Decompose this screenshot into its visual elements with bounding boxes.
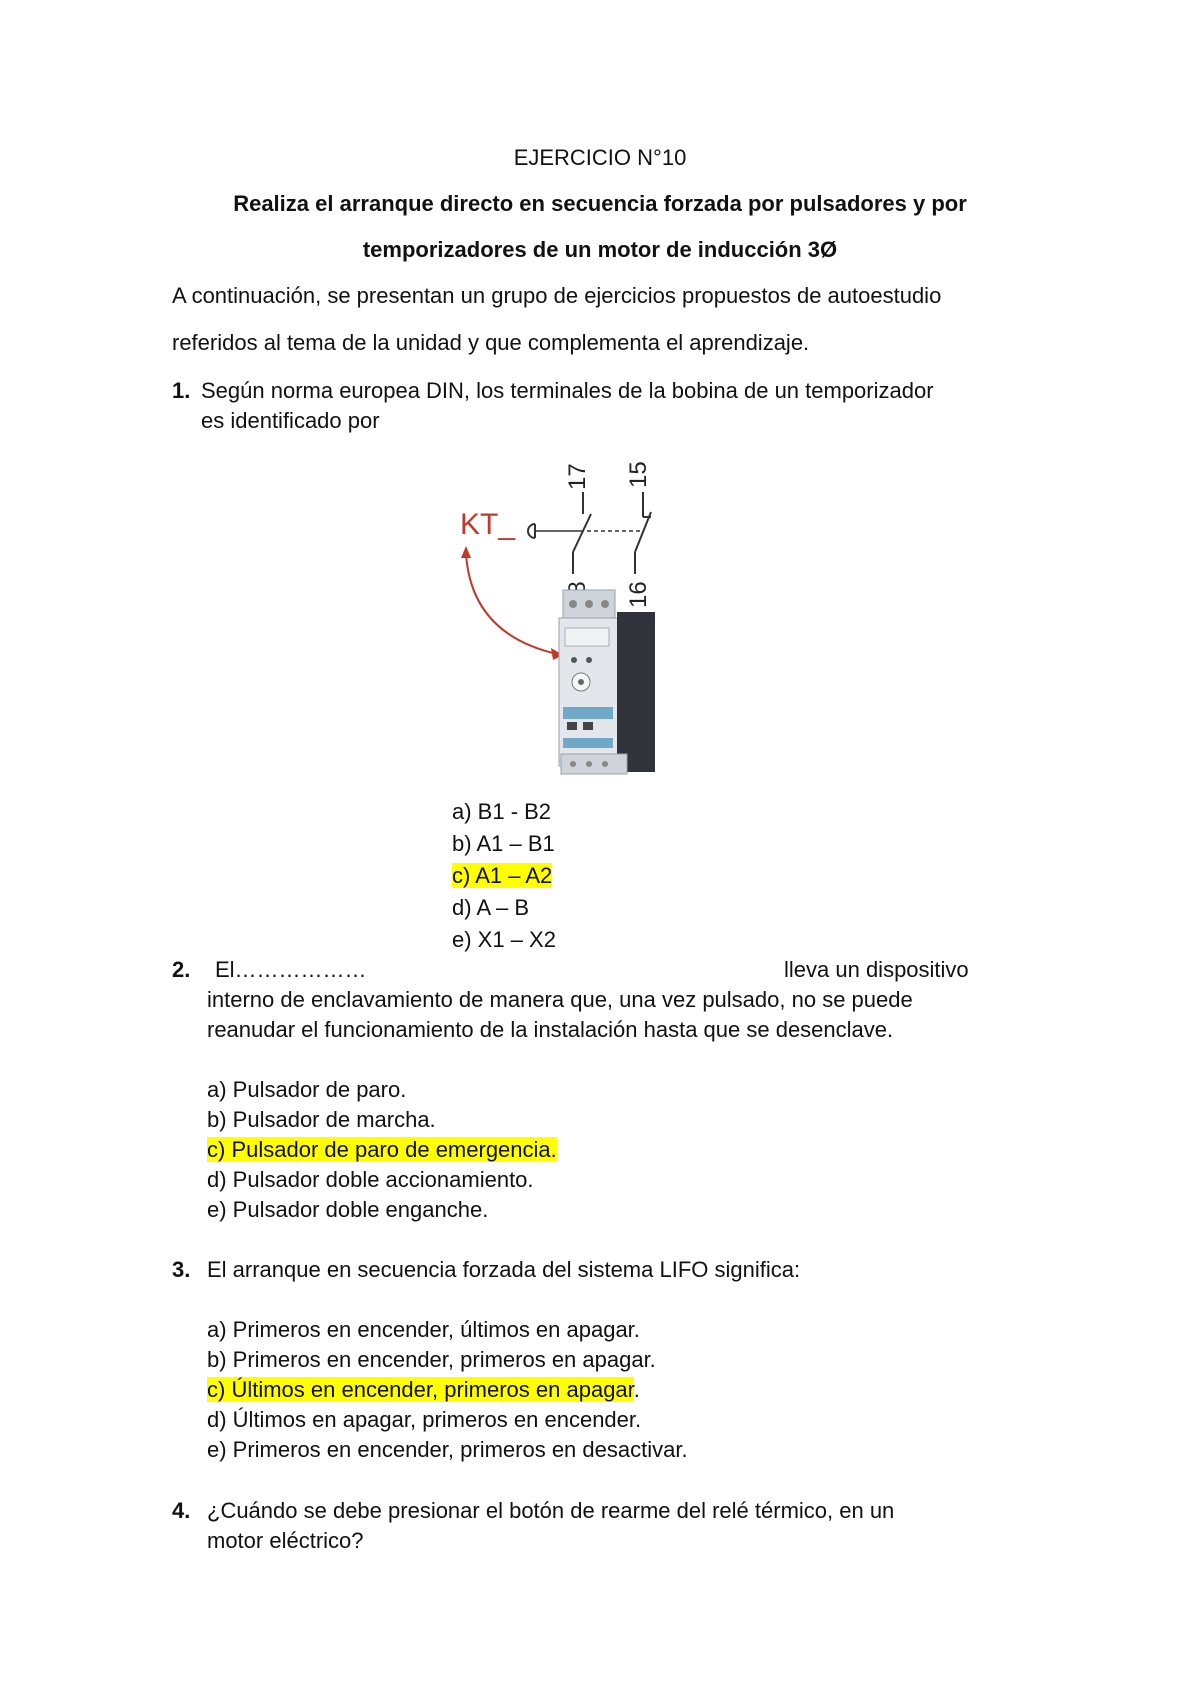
- question-3-option-c-highlight: c) Últimos en encender, primeros en apagar: [207, 1377, 634, 1402]
- question-2-number: 2.: [172, 957, 191, 982]
- terminal-16-label: 16: [625, 581, 652, 608]
- exercise-subtitle-line1: Realiza el arranque directo en secuencia forzada por pulsadores y por: [233, 191, 967, 216]
- question-4-line1: ¿Cuándo se debe presionar el botón de rearme del relé térmico, en un: [207, 1498, 895, 1523]
- question-1-option-d: d) A – B: [452, 895, 530, 920]
- question-3-line1: El arranque en secuencia forzada del sistema LIFO significa:: [207, 1257, 801, 1282]
- question-3-option-a: a) Primeros en encender, últimos en apagar.: [207, 1317, 640, 1342]
- question-3-option-c: [207, 1375, 640, 1405]
- exercise-title: EJERCICIO N°10: [513, 145, 687, 170]
- question-2-option-c-highlight: c) Pulsador de paro de emergencia.: [207, 1137, 557, 1162]
- question-2-option-b: b) Pulsador de marcha.: [207, 1107, 436, 1132]
- question-1-line2: es identificado por: [201, 408, 380, 433]
- question-4-number: 4.: [172, 1498, 191, 1523]
- timer-relay-device-icon: [559, 590, 655, 774]
- question-3-number: 3.: [172, 1257, 191, 1282]
- question-3-option-c-suffix: .: [633, 1377, 640, 1402]
- question-1-option-a: a) B1 - B2: [452, 799, 552, 824]
- question-1-option-e: e) X1 – X2: [452, 927, 556, 952]
- arrow-icon: [466, 554, 557, 654]
- intro-line1: A continuación, se presentan un grupo de ejercicios propuestos de autoestudio: [172, 283, 942, 308]
- question-2-option-a: a) Pulsador de paro.: [207, 1077, 407, 1102]
- question-3-option-b: b) Primeros en encender, primeros en apagar.: [207, 1347, 656, 1372]
- question-2-line2: interno de enclavamiento de manera que, una vez pulsado, no se puede: [207, 987, 913, 1012]
- question-2-line1-start: El………………: [215, 957, 367, 982]
- question-4-line2: motor eléctrico?: [207, 1528, 364, 1553]
- exercise-subtitle-line2: temporizadores de un motor de inducción 3Ø: [362, 237, 838, 262]
- delay-symbol-icon: [528, 524, 535, 538]
- question-1-number: 1.: [172, 378, 191, 403]
- intro-line2: referidos al tema de la unidad y que complementa el aprendizaje.: [172, 330, 810, 355]
- question-2-option-c: [207, 1135, 557, 1165]
- question-2-option-d: d) Pulsador doble accionamiento.: [207, 1167, 534, 1192]
- question-2-line1-end: lleva un dispositivo: [784, 957, 969, 982]
- contact-17-18: [573, 514, 591, 552]
- question-3-option-e: e) Primeros en encender, primeros en desactivar.: [207, 1437, 688, 1462]
- kt-label: KT_: [460, 508, 516, 541]
- question-3-option-d: d) Últimos en apagar, primeros en encender.: [207, 1407, 642, 1432]
- terminal-17-label: 17: [564, 463, 591, 490]
- question-1-option-b: b) A1 – B1: [452, 831, 555, 856]
- question-1-line1: Según norma europea DIN, los terminales de la bobina de un temporizador: [201, 378, 934, 403]
- timer-relay-illustration: [455, 462, 680, 787]
- timer-relay-figure: [455, 462, 680, 787]
- terminal-15-label: 15: [625, 462, 652, 488]
- question-2-line3: reanudar el funcionamiento de la instalación hasta que se desenclave.: [207, 1017, 894, 1042]
- question-2-option-e: e) Pulsador doble enganche.: [207, 1197, 489, 1222]
- question-1-option-c: [452, 861, 552, 891]
- question-1-option-c-highlight: c) A1 – A2: [452, 863, 553, 888]
